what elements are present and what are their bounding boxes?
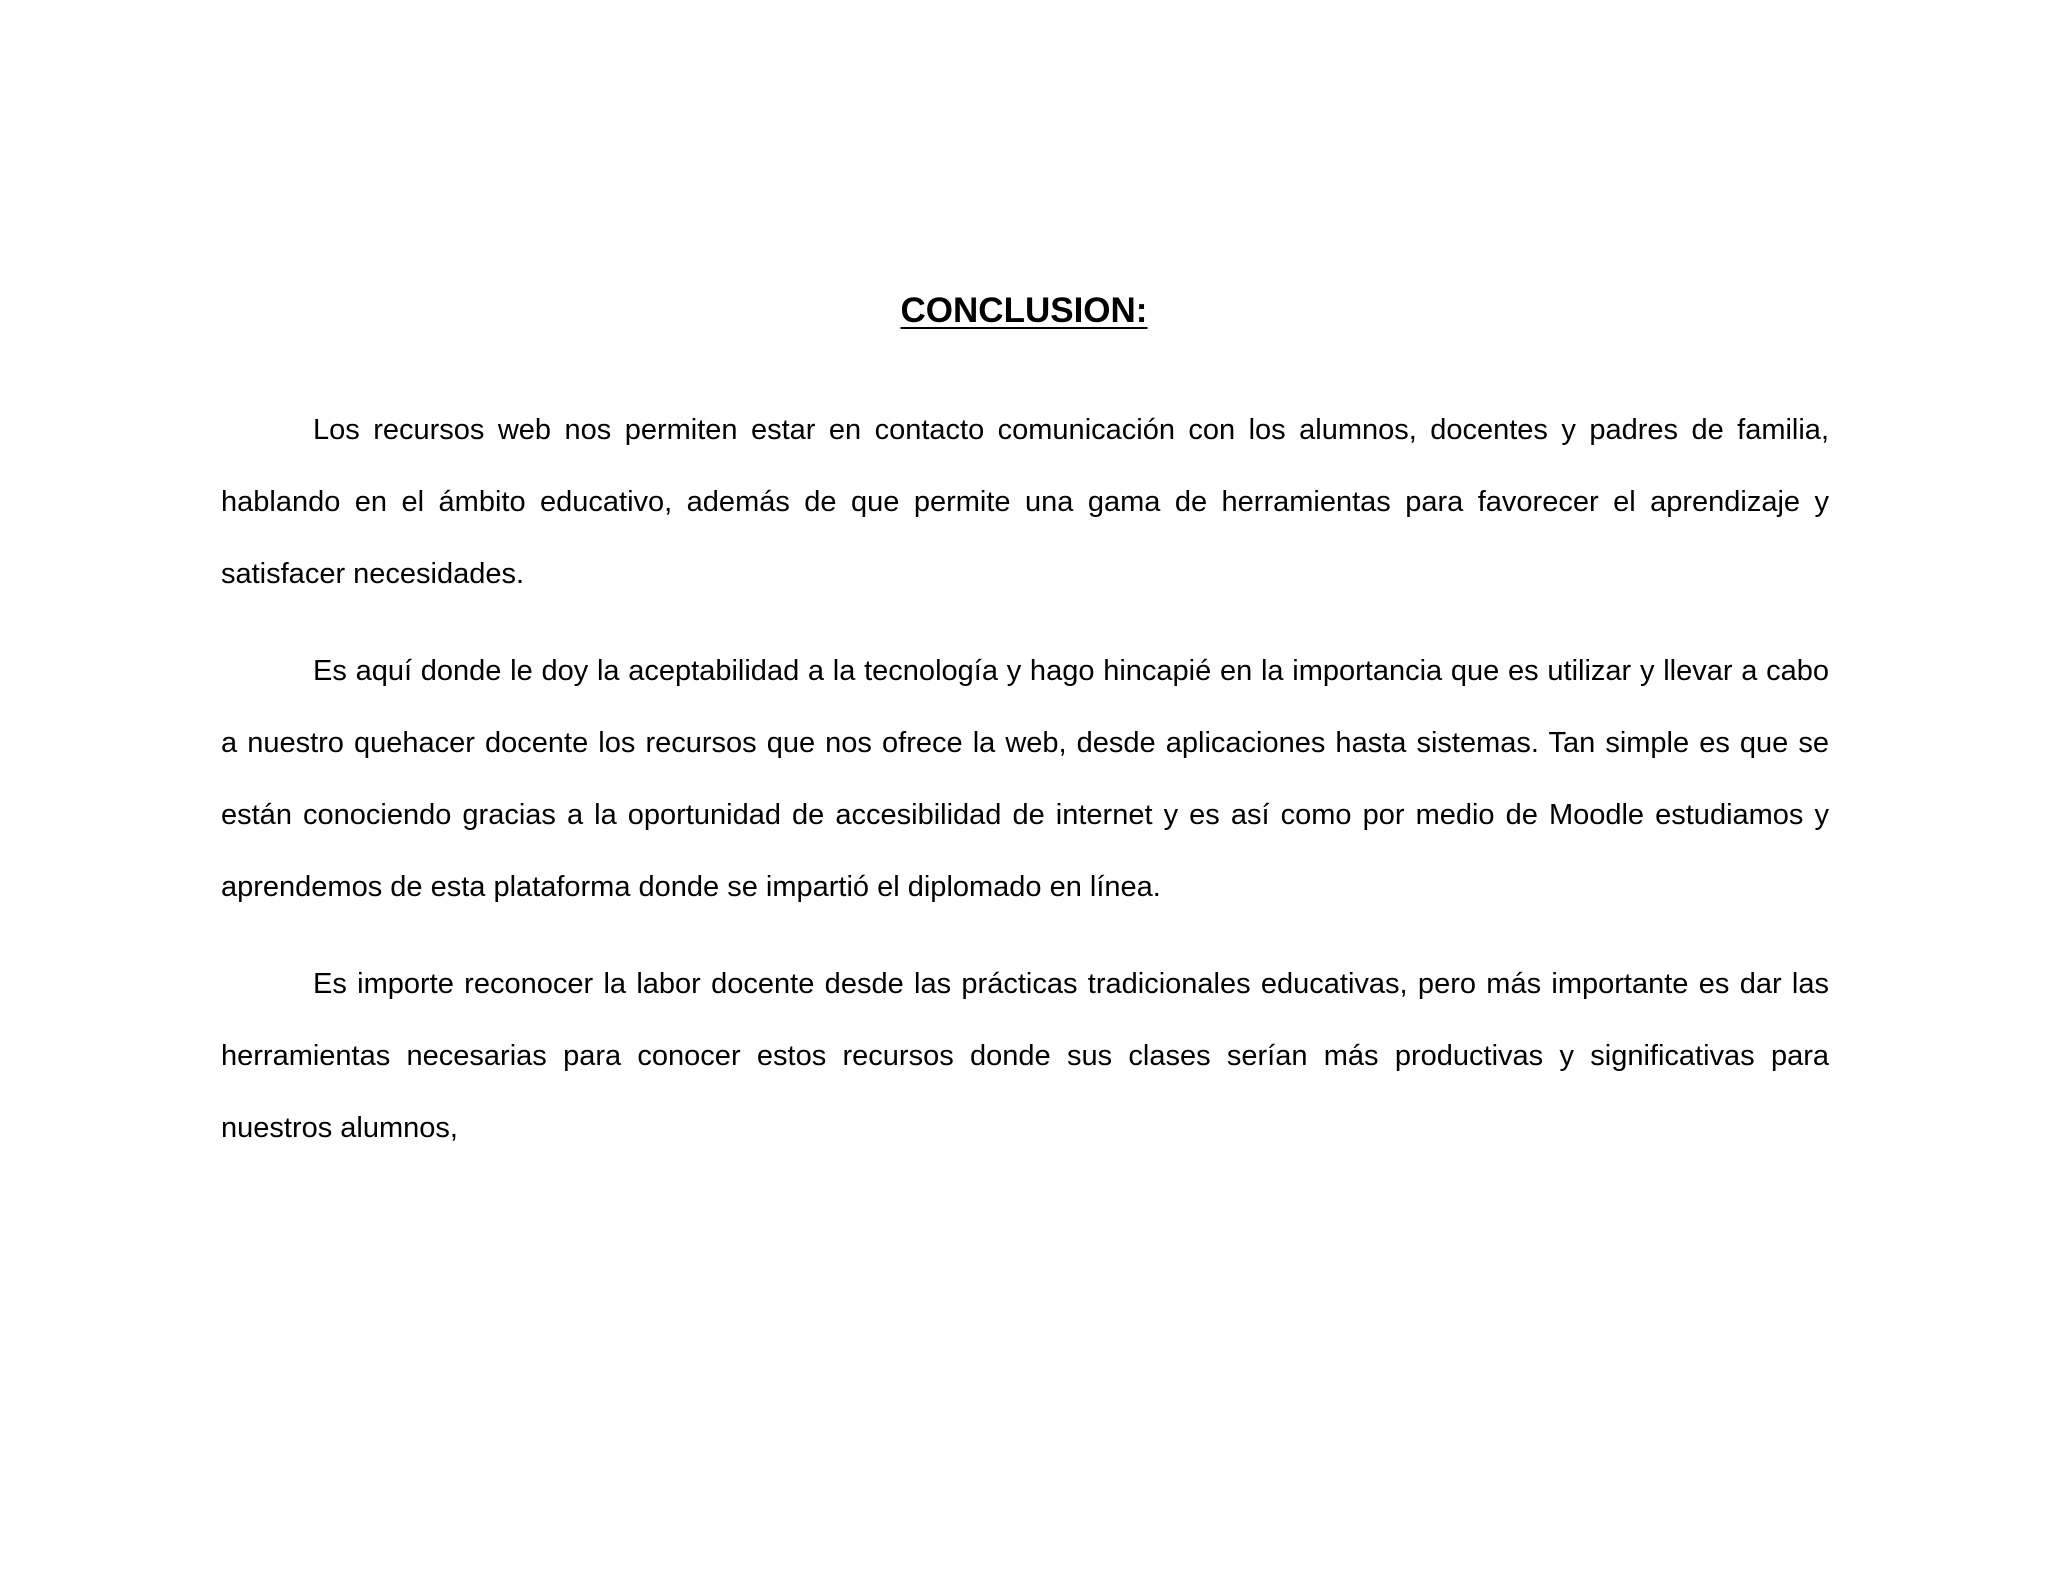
paragraph-3: Es importe reconocer la labor docente desde las prácticas tradicionales educativas, pero más importante es dar las herramientas necesarias para conocer estos recursos donde sus clases serían más productivas y significativas para nuestros alumnos, (221, 968, 1829, 1144)
paragraph-1: Los recursos web nos permiten estar en contacto comunicación con los alumnos, docentes y padres de familia, hablando en el ámbito educativo, además de que permite una gama de herramientas para favorecer el aprendizaje y satisfacer necesidades. (221, 414, 1829, 590)
page-title: CONCLUSION: (900, 291, 1148, 330)
document-body (221, 394, 1829, 1189)
paragraph-2: Es aquí donde le doy la aceptabilidad a la tecnología y hago hincapié en la importancia que es utilizar y llevar a cabo a nuestro quehacer docente los recursos que nos ofrece la web, desde aplicaciones hasta sistemas. Tan simple es que se están conociendo gracias a la oportunidad de accesibilidad de internet y es así como por medio de Moodle estudiamos y aprendemos de esta plataforma donde se impartió el diplomado en línea. (221, 655, 1829, 903)
